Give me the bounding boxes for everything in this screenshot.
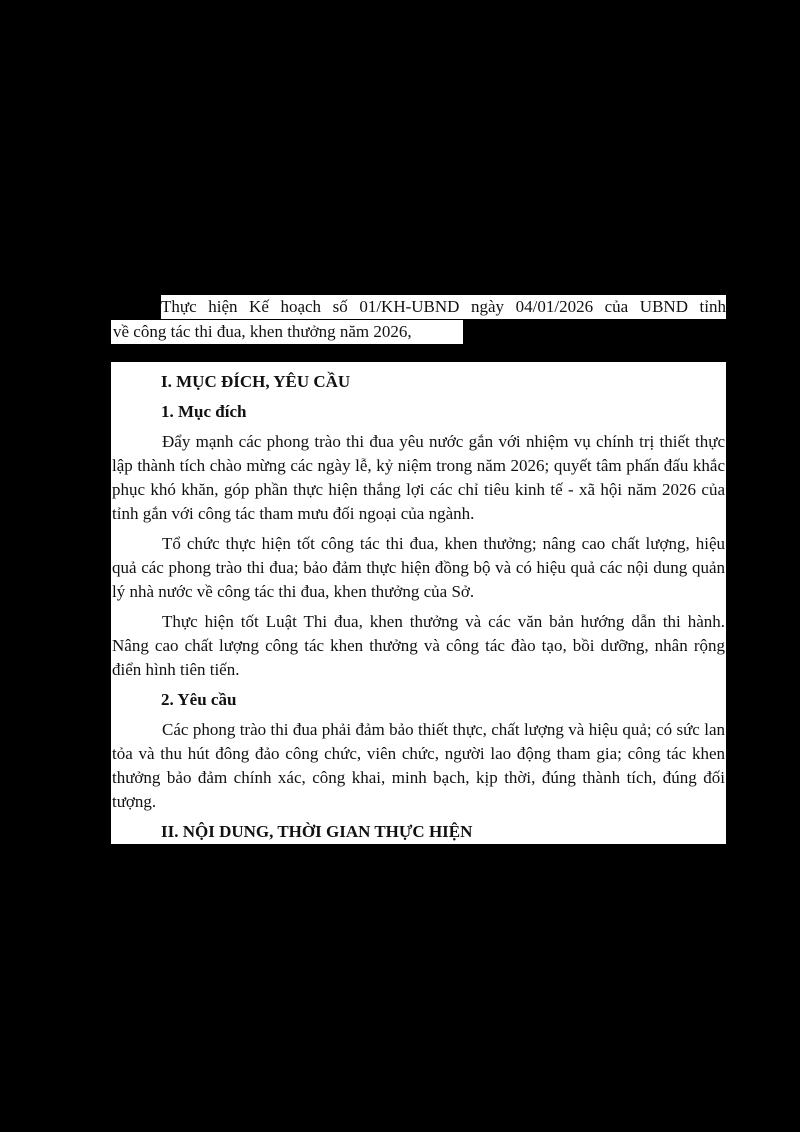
section-2-heading: II. NỘI DUNG, THỜI GIAN THỰC HIỆN <box>161 822 473 841</box>
purpose-paragraph-3: Thực hiện tốt Luật Thi đua, khen thưởng và các văn bản hướng dẫn thi hành. Nâng cao chất lượng công tác khen thưởng và công tác đào tạo, bồi dưỡng, nhân rộng điển hình tiên tiến. <box>112 612 725 679</box>
section-1-heading: I. MỤC ĐÍCH, YÊU CẦU <box>161 372 351 391</box>
purpose-paragraph-2: Tổ chức thực hiện tốt công tác thi đua, khen thưởng; nâng cao chất lượng, hiệu quả các phong trào thi đua; bảo đảm thực hiện đồng bộ và có hiệu quả các nội dung quản lý nhà nước về công tác thi đua, khen thưởng của Sở. <box>112 534 725 601</box>
requirements-heading: 2. Yêu cầu <box>161 690 237 709</box>
purpose-heading: 1. Mục đích <box>161 402 247 421</box>
intro-line-1: Thực hiện Kế hoạch số 01/KH-UBND ngày 04/01/2026 của UBND tỉnh <box>161 295 726 319</box>
intro-line-2: về công tác thi đua, khen thưởng năm 2026, <box>111 320 463 344</box>
purpose-paragraph-1: Đẩy mạnh các phong trào thi đua yêu nước gắn với nhiệm vụ chính trị thiết thực lập thành tích chào mừng các ngày lễ, kỷ niệm trong năm 2026; quyết tâm phấn đấu khắc phục khó khăn, góp phần thực hiện thắng lợi các chỉ tiêu kinh tế - xã hội năm 2026 của tỉnh gắn với công tác tham mưu đối ngoại của ngành. <box>112 432 725 523</box>
intro-fragment <box>111 292 726 346</box>
redacted-block <box>463 322 726 342</box>
document-page <box>111 362 726 844</box>
requirements-paragraph-1: Các phong trào thi đua phải đảm bảo thiết thực, chất lượng và hiệu quả; có sức lan tỏa và thu hút đông đảo công chức, viên chức, người lao động tham gia; công tác khen thưởng bảo đảm chính xác, công khai, minh bạch, kịp thời, đúng thành tích, đúng đối tượng. <box>112 720 725 811</box>
